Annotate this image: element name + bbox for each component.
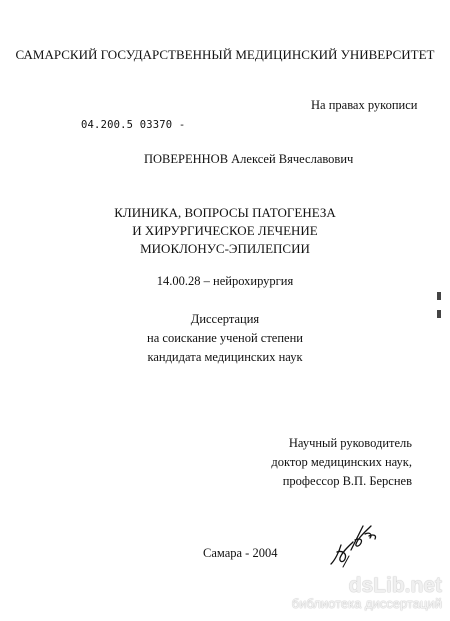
specialty-code: 14.00.28 – нейрохирургия [156, 274, 294, 288]
manuscript-rights-note: На правах рукописи [311, 98, 418, 112]
supervisor-line-2: доктор медицинских наук, [271, 455, 412, 469]
supervisor-line-1: Научный руководитель [288, 436, 412, 450]
watermark [292, 575, 442, 611]
library-stamp: 04.200.5 03370 - [81, 119, 186, 131]
place-and-year: Самара - 2004 [203, 546, 278, 560]
university-name: САМАРСКИЙ ГОСУДАРСТВЕННЫЙ МЕДИЦИНСКИЙ УНИВЕРСИТЕТ [15, 47, 435, 62]
thesis-title-line-1: КЛИНИКА, ВОПРОСЫ ПАТОГЕНЕЗА [114, 205, 336, 220]
dissertation-line-2: на соискание ученой степени [147, 331, 303, 345]
author-name: ПОВЕРЕННОВ Алексей Вячеславович [144, 152, 354, 166]
scan-mark [437, 310, 441, 318]
scan-mark [437, 292, 441, 300]
thesis-title-line-3: МИОКЛОНУС-ЭПИЛЕПСИИ [140, 241, 310, 256]
thesis-title-line-2: И ХИРУРГИЧЕСКОЕ ЛЕЧЕНИЕ [132, 223, 318, 238]
supervisor-line-3: профессор В.П. Берснев [282, 474, 412, 488]
watermark-subtitle: библиотека диссертаций [291, 596, 442, 611]
dissertation-line-1: Диссертация [190, 312, 260, 326]
dissertation-line-3: кандидата медицинских наук [147, 350, 303, 364]
watermark-logo: dsLib.net [348, 574, 442, 597]
signature-image [325, 512, 385, 574]
